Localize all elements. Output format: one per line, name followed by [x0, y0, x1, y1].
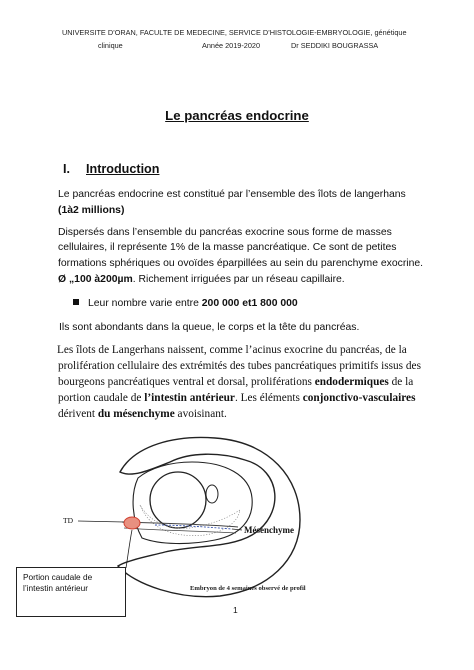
para2-line1: Dispersés dans l’ensemble du pancréas exocrine sous forme de masses [58, 227, 392, 238]
para4-line3-a: bourgeons pancréatiques ventral et dorsal, proliférations [58, 376, 315, 388]
para2-line3: formations sphériques ou ovoïdes éparpillées au sein du parenchyme exocrine. [58, 258, 424, 269]
vesicle-large [150, 472, 206, 528]
para4-line4-c: . Les éléments [234, 392, 303, 404]
caption-box [16, 567, 126, 617]
para2-line2: cellulaires, il représente 1% de la masse pancréatique. Ce sont de petites [58, 242, 397, 253]
para2-line4-rest: . Richement irriguées par un réseau capillaire. [132, 274, 345, 285]
para4-line5-c: avoisinant. [174, 408, 227, 420]
para1-line2: (1à2 millions) [58, 205, 125, 216]
label-td: TD [63, 516, 73, 525]
para4-line5-a: dérivent [58, 408, 98, 420]
para4-line3-c: de la [388, 376, 414, 388]
term-mesenchyme: du mésenchyme [97, 408, 175, 420]
vesicle-small [206, 485, 218, 503]
term-endodermiques: endodermiques [314, 376, 389, 388]
bullet-value: 200 000 et1 800 000 [201, 298, 298, 309]
para3: Ils sont abondants dans la queue, le corps et la tête du pancréas. [59, 322, 360, 333]
page-title: Le pancréas endocrine [165, 108, 309, 123]
para4-line2: prolifération cellulaire des extrémités des tubes pancréatiques primitifs issus des [58, 360, 421, 372]
term-intestin-anterieur: l’intestin antérieur [144, 392, 235, 404]
section-title: Introduction [86, 162, 160, 176]
box-pointer-line [126, 530, 132, 568]
header-author: Dr SEDDIKI BOUGRASSA [291, 41, 379, 50]
diameter-value: Ø „100 à200µm [58, 274, 133, 285]
caption-box-line1: Portion caudale de [23, 572, 93, 582]
term-conjonctivo-vasculaires: conjonctivo-vasculaires [302, 392, 416, 404]
figure-caption: Embryon de 4 semaines observé de profil [190, 585, 306, 592]
label-mesenchyme: Mésenchyme [244, 525, 294, 535]
section-number: I. [63, 162, 70, 176]
bullet-text: Leur nombre varie entre [88, 298, 202, 309]
para4-line4-a: portion caudale de [58, 392, 145, 404]
td-pointer-line [78, 521, 124, 522]
header-year: Année 2019-2020 [202, 41, 261, 50]
caption-box-line2: l’intestin antérieur [23, 583, 89, 593]
page-number: 1 [233, 605, 238, 615]
caudal-foregut-highlight [124, 517, 140, 529]
gut-tube-lower [124, 528, 236, 533]
header-institution: UNIVERSITE D’ORAN, FACULTE DE MEDECINE, SERVICE D’HISTOLOGIE-EMBRYOLOGIE, génétique [62, 28, 407, 37]
para4-line1: Les îlots de Langerhans naissent, comme l’acinus exocrine du pancréas, de la [57, 344, 407, 356]
header-clinique: clinique [98, 41, 123, 50]
embryo-outer-outline [118, 437, 300, 596]
para1-line1: Le pancréas endocrine est constitué par l’ensemble des îlots de langerhans [58, 189, 406, 200]
